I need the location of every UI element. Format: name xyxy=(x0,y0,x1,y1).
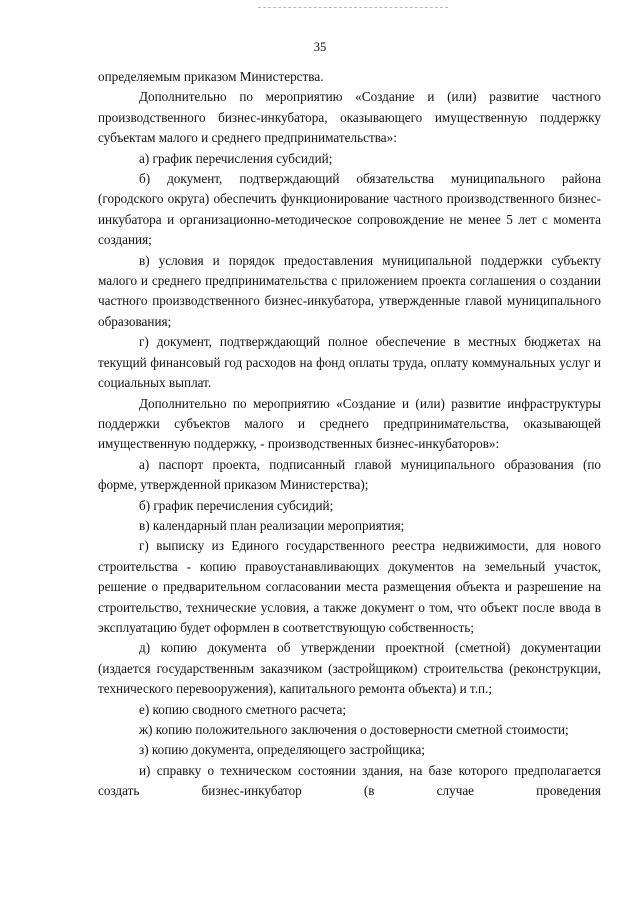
paragraph-13: ж) копию положительного заключения о достоверности сметной стоимости; xyxy=(139,722,569,737)
paragraph-9: в) календарный план реализации мероприятия; xyxy=(139,517,405,533)
paragraph-5: г) документ, подтверждающий полное обеспечение в местных бюджетах на текущий финансовый год расходов на фонд оплаты труда, оплату коммунальных услуг и социальных выплат. xyxy=(98,334,601,391)
paragraph-4: в) условия и порядок предоставления муниципальной поддержки субъекту малого и среднего предпринимательства с приложением проекта соглашения о создании частного производственного бизнес-инкубатора, утвержденные главой муниципального образования; xyxy=(98,252,601,329)
paragraph-0: определяемым приказом Министерства. xyxy=(98,69,324,84)
paragraph-15: и) справку о техническом состоянии здания, на базе которого предполагается создать бизнес-инкубатор (в случае проведения xyxy=(98,762,601,799)
page-number: 35 xyxy=(313,40,327,54)
paragraph-7: а) паспорт проекта, подписанный главой муниципального образования (по форме, утвержденной приказом Министерства); xyxy=(98,456,601,493)
paragraph-6: Дополнительно по мероприятию «Создание и (или) развитие инфраструктуры поддержки субъектов малого и среднего предпринимательства, оказывающей имущественную поддержку, - производственных бизнес-инкубаторов»: xyxy=(98,395,601,452)
paragraph-11: д) копию документа об утверждении проектной (сметной) документации (издается государственным заказчиком (застройщиком) строительства (реконструкции, технического перевооружения), капитального ремонта объекта) и т.п.; xyxy=(98,640,601,697)
paragraph-3: б) документ, подтверждающий обязательства муниципального района (городского округа) обеспечить функционирование частного производственного бизнес-инкубатора и организационно-методическое сопровождение не менее 5 лет с момента создания; xyxy=(98,171,601,248)
paragraph-12: е) копию сводного сметного расчета; xyxy=(139,701,347,717)
paragraph-2: а) график перечисления субсидий; xyxy=(139,150,333,166)
paragraph-8: б) график перечисления субсидий; xyxy=(139,497,334,513)
top-scan-line xyxy=(258,7,448,8)
paragraph-14: з) копию документа, определяющего застройщика; xyxy=(139,742,426,758)
paragraph-1: Дополнительно по мероприятию «Создание и (или) развитие частного производственного бизнес-инкубатора, оказывающего имущественную поддержку субъектам малого и среднего предпринимательства»: xyxy=(98,89,601,146)
paragraph-10: г) выписку из Единого государственного реестра недвижимости, для нового строительства - копию правоустанавливающих документов на земельный участок, решение о предварительном согласовании места размещения объекта и разрешение на строительство, технические условия, а также документ о том, что объект после ввода в эксплуатацию будет оформлен в соответствующую собственность; xyxy=(98,538,601,635)
document-body xyxy=(98,67,601,802)
